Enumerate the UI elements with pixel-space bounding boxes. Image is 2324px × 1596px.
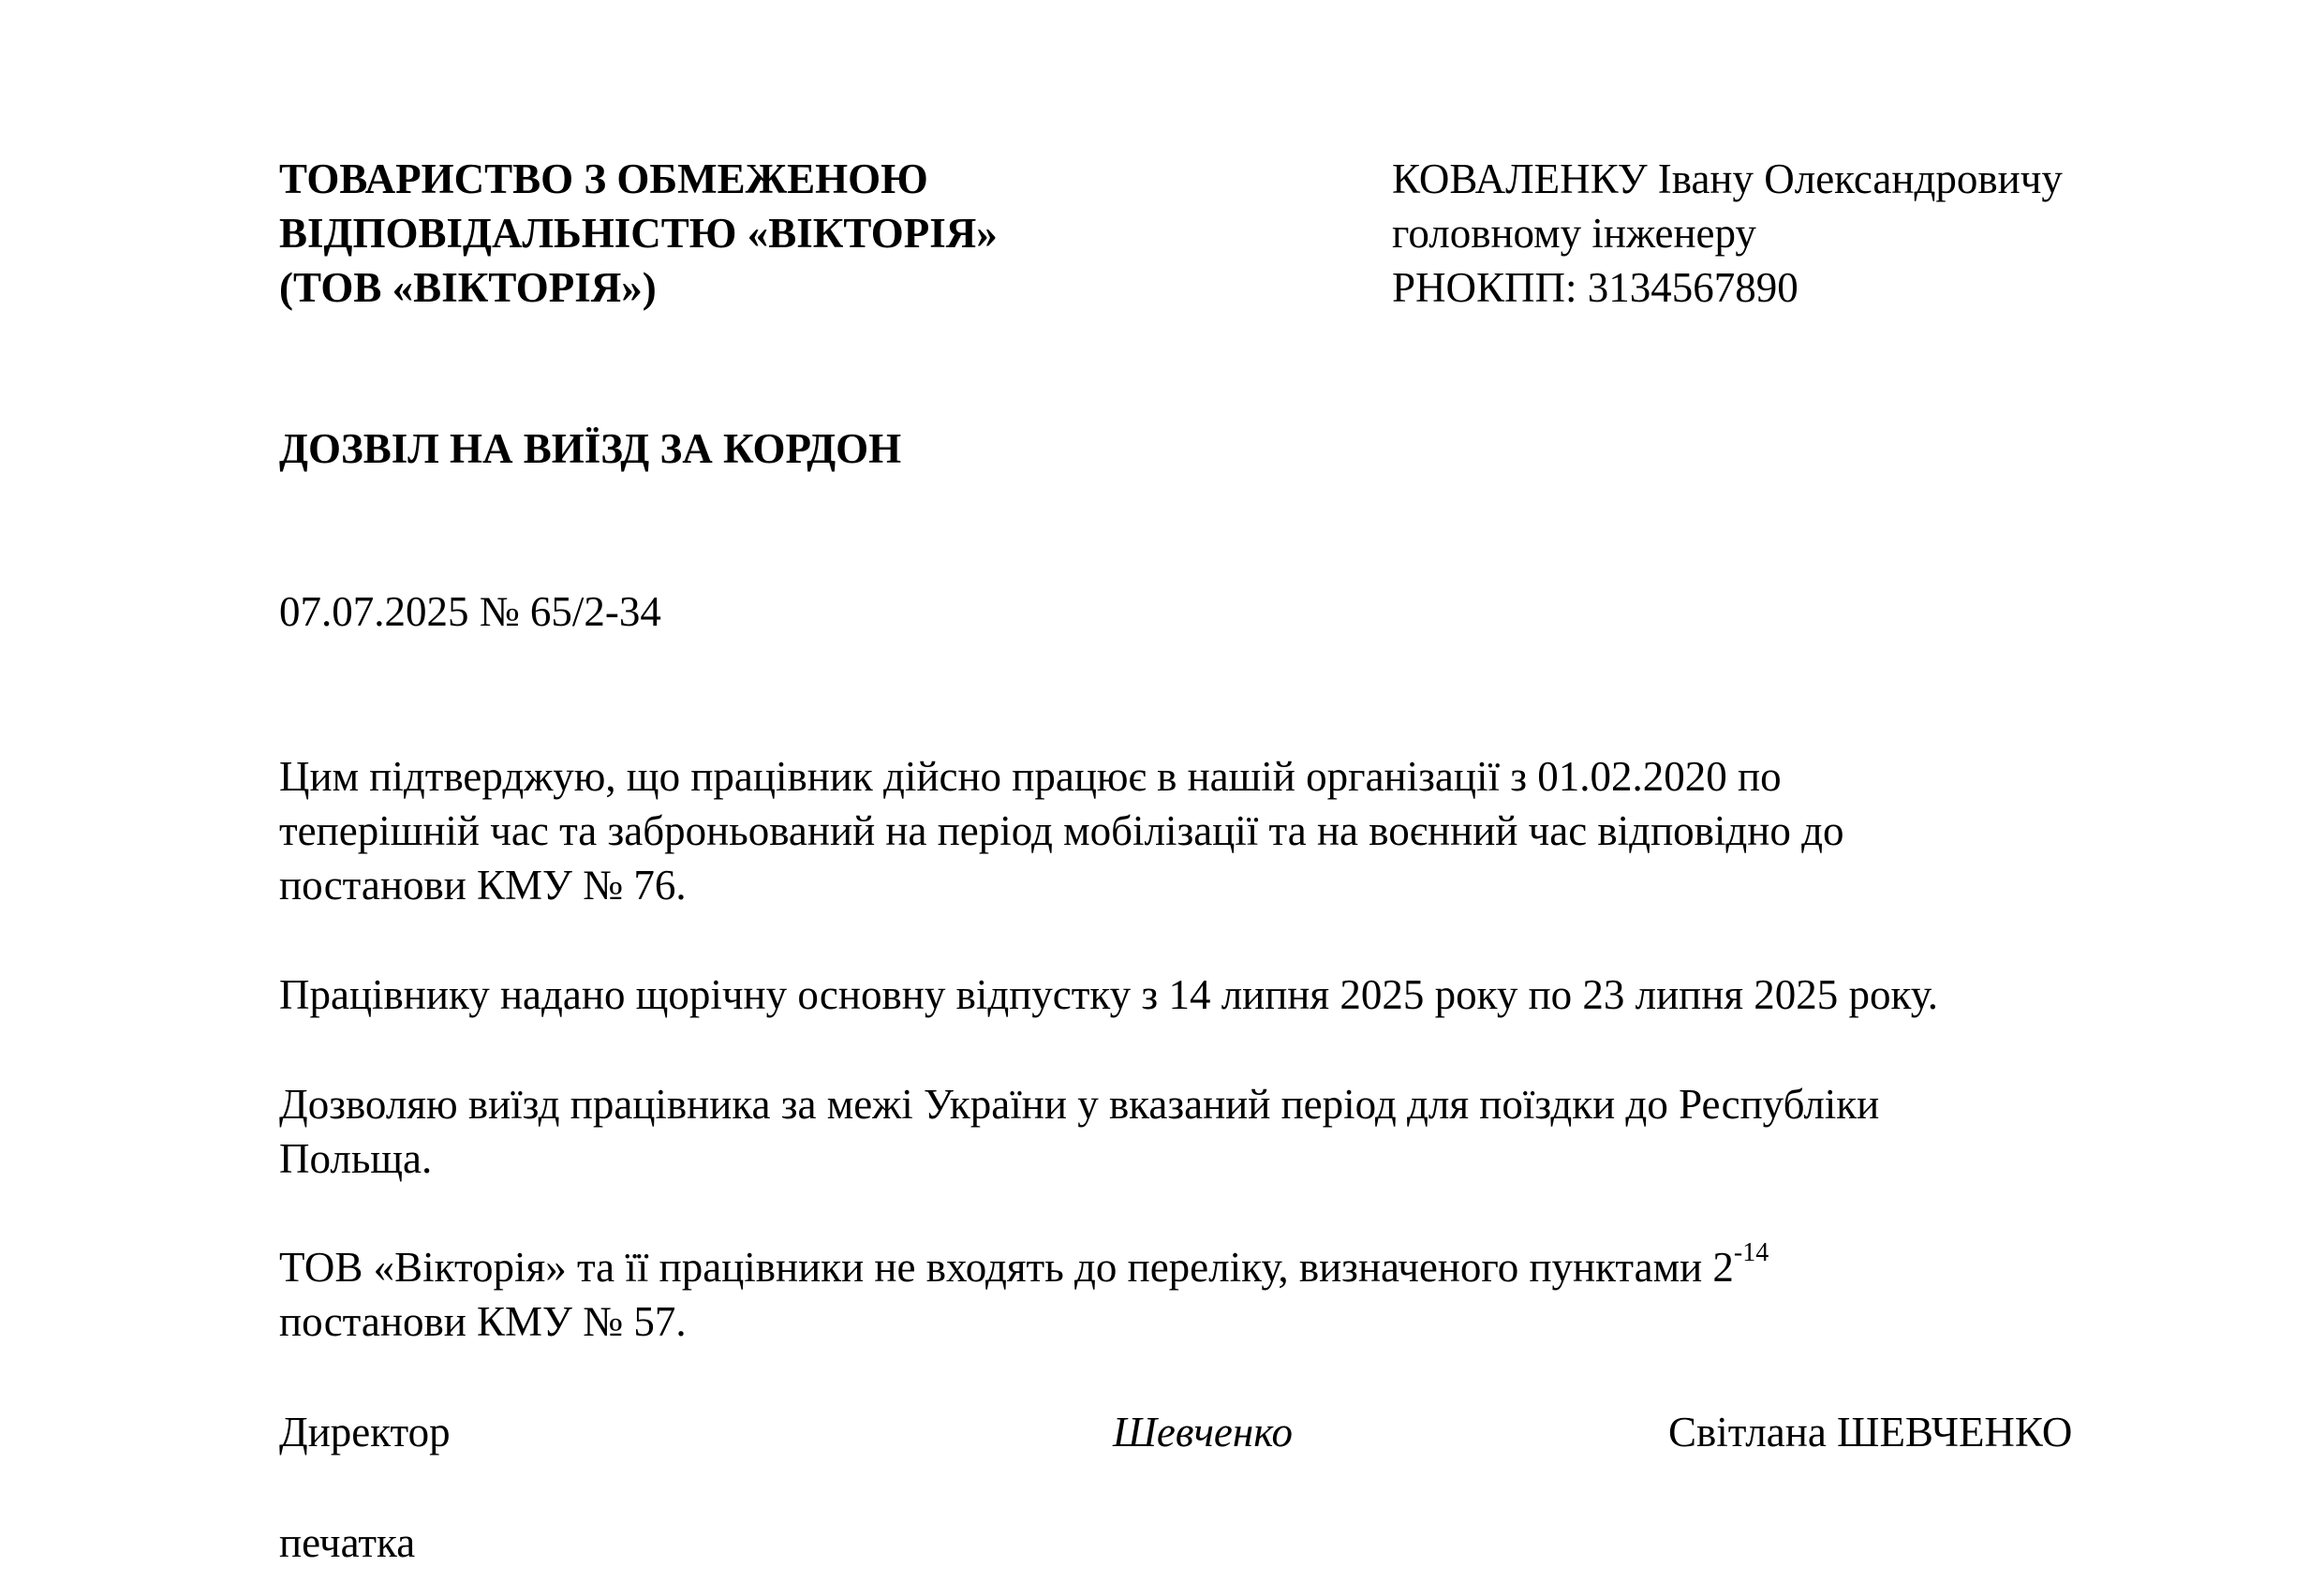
superscript: -14 — [1733, 1238, 1769, 1267]
paragraph-line: Дозволяю виїзд працівника за межі України у вказаний період для поїздки до Республіки — [279, 1081, 1880, 1128]
company-name-line-3: (ТОВ «ВІКТОРІЯ») — [279, 264, 657, 311]
stamp-label: печатка — [279, 1519, 416, 1566]
company-name-line-2: ВІДПОВІДАЛЬНІСТЮ «ВІКТОРІЯ» — [279, 210, 998, 257]
document-title: ДОЗВІЛ НА ВИЇЗД ЗА КОРДОН — [279, 425, 902, 472]
paragraph-line — [279, 1240, 1769, 1294]
paragraph-line: Польща. — [279, 1135, 433, 1182]
signer-full-name: Світлана ШЕВЧЕНКО — [1668, 1409, 2073, 1456]
signer-position: Директор — [279, 1409, 451, 1456]
recipient-position: головному інженеру — [1392, 210, 1756, 257]
date-number: 07.07.2025 № 65/2-34 — [279, 588, 661, 635]
paragraph-line: постанови КМУ № 76. — [279, 862, 687, 909]
company-name-line-1: ТОВАРИСТВО З ОБМЕЖЕНОЮ — [279, 155, 928, 202]
paragraph-line: Працівнику надано щорічну основну відпустку з 14 липня 2025 року по 23 липня 2025 року. — [279, 971, 1939, 1018]
handwritten-signature: Шевченко — [1113, 1409, 1294, 1456]
paragraph-line: теперішній час та заброньований на період мобілізації та на воєнний час відповідно до — [279, 807, 1844, 854]
paragraph-line: постанови КМУ № 57. — [279, 1298, 687, 1345]
recipient-tax-id: РНОКПП: 3134567890 — [1392, 264, 1799, 311]
paragraph-text: ТОВ «Вікторія» та її працівники не входять до переліку, визначеного пунктами 2 — [279, 1244, 1734, 1291]
paragraph-line: Цим підтверджую, що працівник дійсно працює в нашій організації з 01.02.2020 по — [279, 753, 1782, 800]
recipient-name: КОВАЛЕНКУ Івану Олександровичу — [1392, 155, 2063, 202]
